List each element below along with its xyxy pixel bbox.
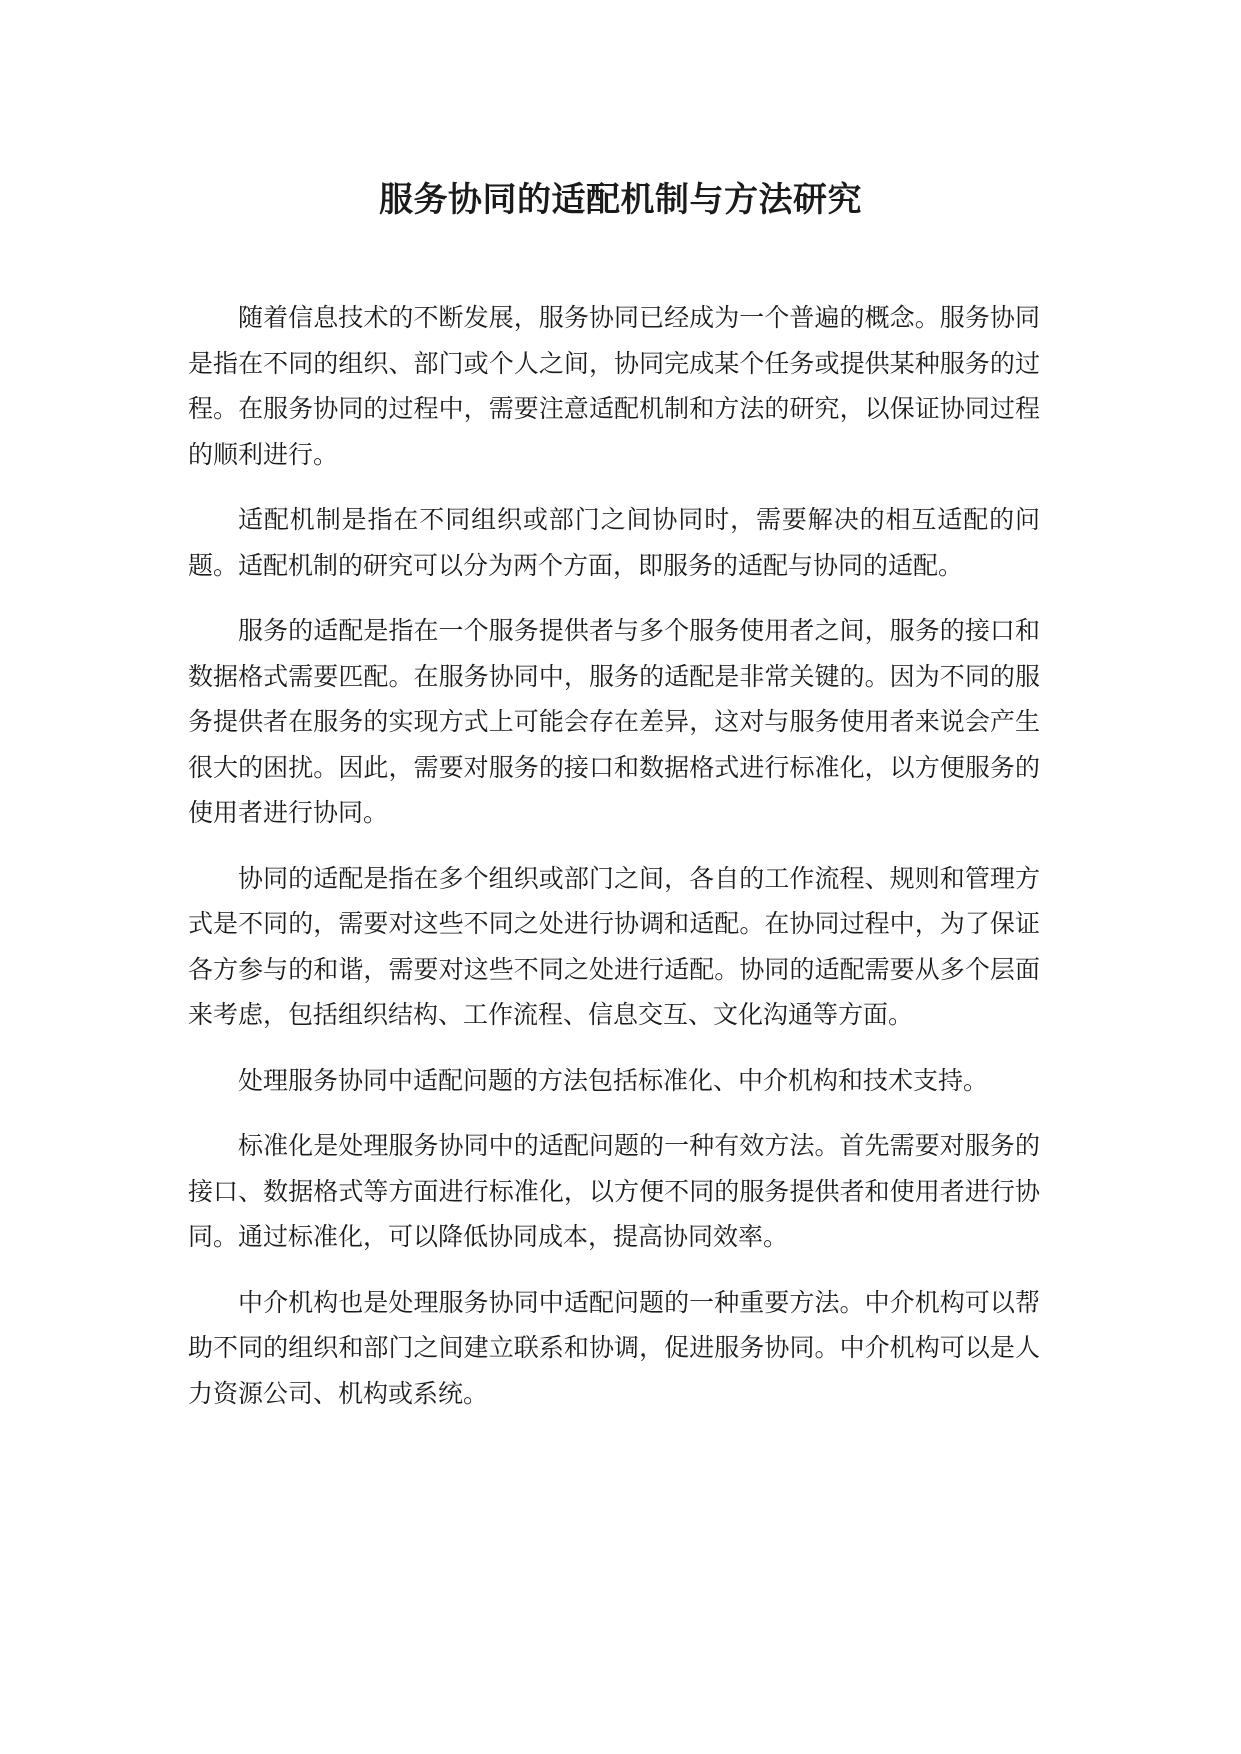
paragraph-collaboration-adaptation: 协同的适配是指在多个组织或部门之间，各自的工作流程、规则和管理方式是不同的，需要对这些不同之处进行协调和适配。在协同过程中，为了保证各方参与的和谐，需要对这些不同之处进行适配。协同的适配需要从多个层面来考虑，包括组织结构、工作流程、信息交互、文化沟通等方面。 [188, 863, 1040, 1029]
paragraph-adaptation-mechanism: 适配机制是指在不同组织或部门之间协同时，需要解决的相互适配的问题。适配机制的研究可以分为两个方面，即服务的适配与协同的适配。 [188, 505, 1040, 580]
paragraph-service-adaptation: 服务的适配是指在一个服务提供者与多个服务使用者之间，服务的接口和数据格式需要匹配。在服务协同中，服务的适配是非常关键的。因为不同的服务提供者在服务的实现方式上可能会存在差异，这对与服务使用者来说会产生很大的困扰。因此，需要对服务的接口和数据格式进行标准化，以方便服务的使用者进行协同。 [188, 616, 1040, 827]
paragraph-standardization: 标准化是处理服务协同中的适配问题的一种有效方法。首先需要对服务的接口、数据格式等方面进行标准化，以方便不同的服务提供者和使用者进行协同。通过标准化，可以降低协同成本，提高协同效率。 [188, 1131, 1040, 1251]
document-title: 服务协同的适配机制与方法研究 [379, 180, 862, 220]
paragraph-intro: 随着信息技术的不断发展，服务协同已经成为一个普遍的概念。服务协同是指在不同的组织、部门或个人之间，协同完成某个任务或提供某种服务的过程。在服务协同的过程中，需要注意适配机制和方法的研究，以保证协同过程的顺利进行。 [188, 303, 1040, 469]
paragraph-methods: 处理服务协同中适配问题的方法包括标准化、中介机构和技术支持。 [238, 1065, 989, 1095]
document-body [188, 295, 1040, 1436]
paragraph-intermediary: 中介机构也是处理服务协同中适配问题的一种重要方法。中介机构可以帮助不同的组织和部门之间建立联系和协调，促进服务协同。中介机构可以是人力资源公司、机构或系统。 [188, 1287, 1040, 1408]
